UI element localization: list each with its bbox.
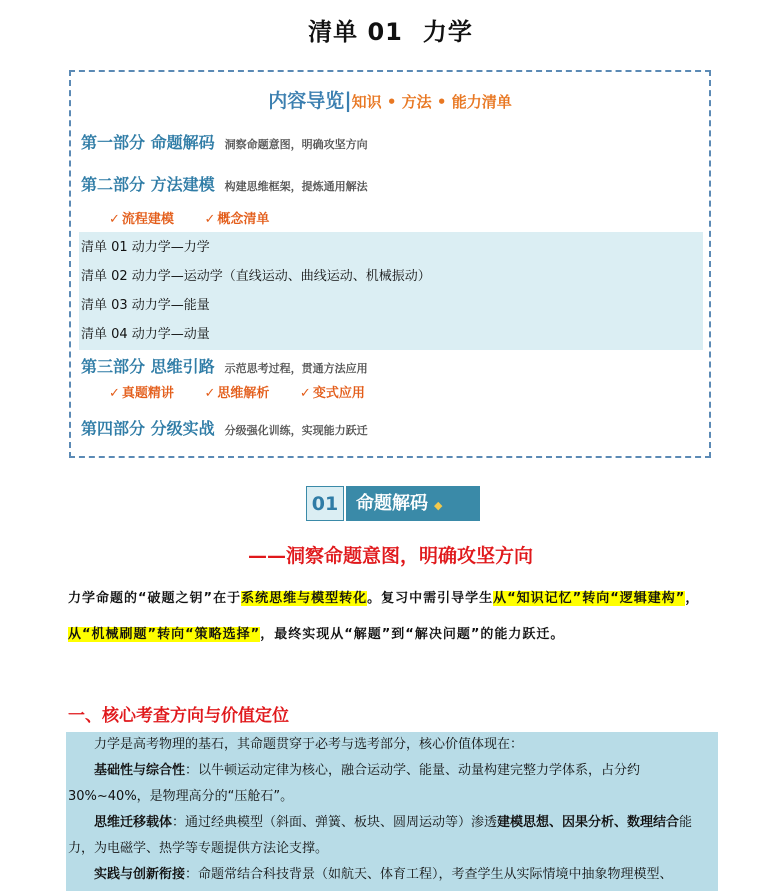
guide-heading-sub: 知识 • 方法 • 能力清单 — [351, 93, 512, 111]
guide-heading-main: 内容导览 — [268, 90, 345, 112]
list-item: 清单 02 动力学—运动学（直线运动、曲线运动、机械振动） — [81, 269, 431, 284]
core-value-panel — [66, 732, 718, 891]
highlight: 从“机械刷题”转向“策略选择” — [68, 627, 261, 642]
part-title: 第一部分 命题解码 — [81, 133, 215, 152]
guide-heading-separator: | — [344, 88, 352, 112]
check-icon: ✓ — [204, 212, 216, 227]
panel-paragraph: 实践与创新衔接：命题常结合科技背景（如航天、体育工程），考查学生从实际情境中抽象物理模型、 — [94, 867, 673, 882]
page-title-code: 清单 01 — [308, 18, 403, 46]
tag-item: ✓ 流程建模 — [109, 212, 174, 227]
part-subtitle: 示范思考过程，贯通方法应用 — [224, 362, 368, 375]
check-icon: ✓ — [204, 386, 216, 401]
check-icon: ✓ — [109, 212, 120, 227]
part-title: 第三部分 思维引路 — [81, 357, 215, 376]
check-icon: ✓ — [299, 386, 311, 401]
section-badge — [306, 486, 480, 521]
part-2 — [81, 172, 368, 195]
badge-number: 01 — [306, 486, 344, 521]
tag-item: ✓ 概念清单 — [204, 212, 270, 227]
list-item: 清单 01 动力学—力学 — [81, 240, 210, 255]
content-guide-box — [69, 70, 711, 458]
highlight: 系统思维与模型转化 — [241, 591, 368, 606]
section-heading: 一、核心考查方向与价值定位 — [68, 706, 289, 726]
page-title-subject: 力学 — [422, 18, 473, 46]
part-1 — [81, 130, 368, 153]
part-3 — [81, 354, 368, 377]
part-subtitle: 构建思维框架，提炼通用解法 — [224, 180, 368, 193]
diamond-icon: ◆ — [434, 499, 443, 512]
part-subtitle: 洞察命题意图，明确攻坚方向 — [224, 138, 368, 151]
part-3-tags — [109, 382, 391, 401]
part-4 — [81, 416, 368, 439]
tag-item: ✓ 思维解析 — [204, 386, 270, 401]
list-item: 清单 04 动力学—动量 — [81, 327, 210, 342]
panel-paragraph: 思维迁移载体：通过经典模型（斜面、弹簧、板块、圆周运动等）渗透建模思想、因果分析、数理结合能力，为电磁学、热学等专题提供方法论支撑。 — [68, 815, 693, 856]
highlight: 从“知识记忆”转向“逻辑建构” — [493, 591, 686, 606]
checklist-list — [79, 232, 703, 350]
tag-item: ✓ 真题精讲 — [109, 386, 174, 401]
badge-label: 命题解码 ◆ — [346, 486, 480, 521]
guide-heading — [71, 86, 709, 113]
part-title: 第四部分 分级实战 — [81, 419, 215, 438]
list-item: 清单 03 动力学—能量 — [81, 298, 210, 313]
panel-paragraph: 力学是高考物理的基石，其命题贯穿于必考与选考部分，核心价值体现在： — [94, 737, 524, 752]
page-title — [0, 12, 781, 47]
tag-item: ✓ 变式应用 — [299, 386, 365, 401]
check-icon: ✓ — [109, 386, 120, 401]
section-subtitle: ——洞察命题意图，明确攻坚方向 — [247, 545, 533, 567]
intro-paragraph: 力学命题的“破题之钥”在于系统思维与模型转化。复习中需引导学生从“知识记忆”转向“逻辑建构”，从“机械刷题”转向“策略选择”，最终实现从“解题”到“解决问题”的能力跃迁。 — [68, 591, 700, 642]
part-subtitle: 分级强化训练，实现能力跃迁 — [224, 424, 368, 437]
part-2-tags — [109, 208, 295, 227]
panel-paragraph: 基础性与综合性：以牛顿运动定律为核心，融合运动学、能量、动量构建完整力学体系，占分约 30%~40%，是物理高分的“压舱石”。 — [68, 763, 641, 804]
part-title: 第二部分 方法建模 — [81, 175, 215, 194]
